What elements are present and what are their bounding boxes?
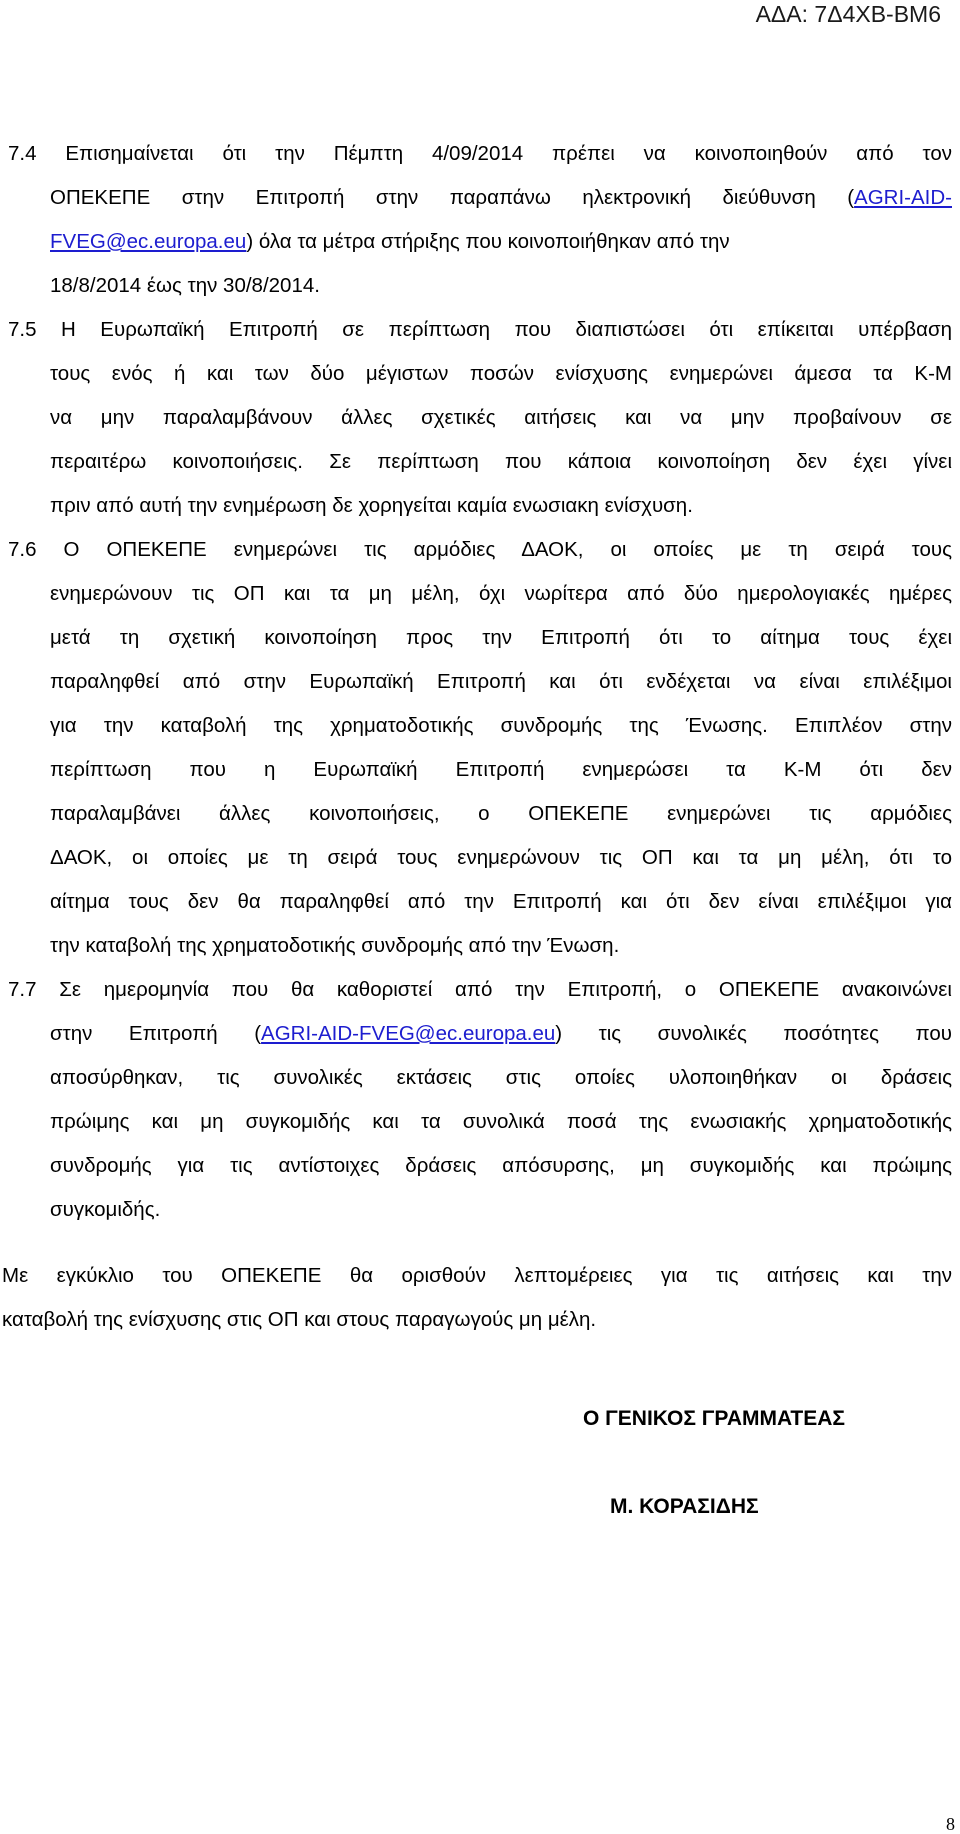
s76-line-10: την καταβολή της χρηματοδοτικής συνδρομής από την Ένωση.: [50, 934, 620, 957]
s77-line-5: συνδρομής για τις αντίστοιχες δράσεις απόσυρσης, μη συγκομιδής και πρώιμης: [50, 1154, 952, 1177]
s77-line-2-text: στην Επιτροπή (: [50, 1022, 262, 1045]
s75-line-3: να μην παραλαμβάνουν άλλες σχετικές αιτήσεις και να μην προβαίνουν σε: [50, 406, 952, 429]
ada-code: ΑΔΑ: 7Δ4ΧΒ-ΒΜ6: [755, 1, 941, 27]
s76-line-7: παραλαμβάνει άλλες κοινοποιήσεις, ο ΟΠΕΚΕΠΕ ενημερώνει τις αρμόδιες: [50, 802, 952, 825]
email-link[interactable]: FVEG@ec.europa.eu: [50, 230, 247, 253]
s76-line-3: μετά τη σχετική κοινοποίηση προς την Επιτροπή ότι το αίτημα τους έχει: [50, 626, 952, 649]
email-link[interactable]: AGRI-AID-: [854, 186, 952, 209]
s75-line-1: 7.5 Η Ευρωπαϊκή Επιτροπή σε περίπτωση που διαπιστώσει ότι επίκειται υπέρβαση: [8, 318, 952, 341]
s76-line-4: παραληφθεί από στην Ευρωπαϊκή Επιτροπή και ότι ενδέχεται να είναι επιλέξιμοι: [50, 670, 952, 693]
s74-line-4: 18/8/2014 έως την 30/8/2014.: [50, 274, 320, 297]
s74-line-1: 7.4 Επισημαίνεται ότι την Πέμπτη 4/09/2014 πρέπει να κοινοποιηθούν από τον: [8, 142, 952, 165]
s76-line-2: ενημερώνουν τις ΟΠ και τα μη μέλη, όχι νωρίτερα από δύο ημερολογιακές ημέρες: [50, 582, 952, 605]
s77-line-6: συγκομιδής.: [50, 1198, 161, 1221]
s76-line-9: αίτημα τους δεν θα παραληφθεί από την Επιτροπή και ότι δεν είναι επιλέξιμοι για: [50, 890, 952, 913]
s77-line-2-tail: ) τις συνολικές ποσότητες που: [555, 1022, 953, 1045]
signature-title: Ο ΓΕΝΙΚΟΣ ΓΡΑΜΜΑΤΕΑΣ: [583, 1407, 846, 1430]
s74-line-3-text: ) όλα τα μέτρα στήριξης που κοινοποιήθηκαν από την: [246, 230, 730, 253]
s77-line-1: 7.7 Σε ημερομηνία που θα καθοριστεί από την Επιτροπή, ο ΟΠΕΚΕΠΕ ανακοινώνει: [8, 978, 952, 1001]
closing-line-1: Με εγκύκλιο του ΟΠΕΚΕΠΕ θα ορισθούν λεπτομέρειες για τις αιτήσεις και την: [2, 1264, 952, 1287]
s75-line-2: τους ενός ή και των δύο μέγιστων ποσών ενίσχυσης ενημερώνει άμεσα τα Κ-Μ: [50, 362, 952, 385]
s77-line-4: πρώιμης και μη συγκομιδής και τα συνολικά ποσά της ενωσιακής χρηματοδοτικής: [50, 1110, 952, 1133]
closing-line-2: καταβολή της ενίσχυσης στις ΟΠ και στους παραγωγούς μη μέλη.: [2, 1308, 597, 1331]
s76-line-1: 7.6 Ο ΟΠΕΚΕΠΕ ενημερώνει τις αρμόδιες ΔΑΟΚ, οι οποίες με τη σειρά τους: [8, 538, 952, 561]
s74-line-2: [50, 184, 952, 212]
signature-name: Μ. ΚΟΡΑΣΙΔΗΣ: [610, 1495, 759, 1518]
s77-line-3: αποσύρθηκαν, τις συνολικές εκτάσεις στις οποίες υλοποιηθήκαν οι δράσεις: [50, 1066, 952, 1089]
s77-line-2: [50, 1020, 952, 1048]
s76-line-6: περίπτωση που η Ευρωπαϊκή Επιτροπή ενημερώσει τα Κ-Μ ότι δεν: [50, 758, 952, 781]
s75-line-5: πριν από αυτή την ενημέρωση δε χορηγείται καμία ενωσιακη ενίσχυση.: [50, 494, 693, 517]
email-link[interactable]: AGRI-AID-FVEG@ec.europa.eu: [261, 1022, 556, 1045]
s76-line-8: ΔΑΟΚ, οι οποίες με τη σειρά τους ενημερώνουν τις ΟΠ και τα μη μέλη, ότι το: [50, 846, 952, 869]
s76-line-5: για την καταβολή της χρηματοδοτικής συνδρομής της Ένωσης. Επιπλέον στην: [50, 714, 952, 737]
page-number: 8: [946, 1814, 955, 1834]
s74-line-3: [50, 228, 952, 256]
s75-line-4: περαιτέρω κοινοποιήσεις. Σε περίπτωση που κάποια κοινοποίηση δεν έχει γίνει: [50, 450, 952, 473]
s74-line-2-text: ΟΠΕΚΕΠΕ στην Επιτροπή στην παραπάνω ηλεκτρονική διεύθυνση (: [50, 186, 855, 209]
